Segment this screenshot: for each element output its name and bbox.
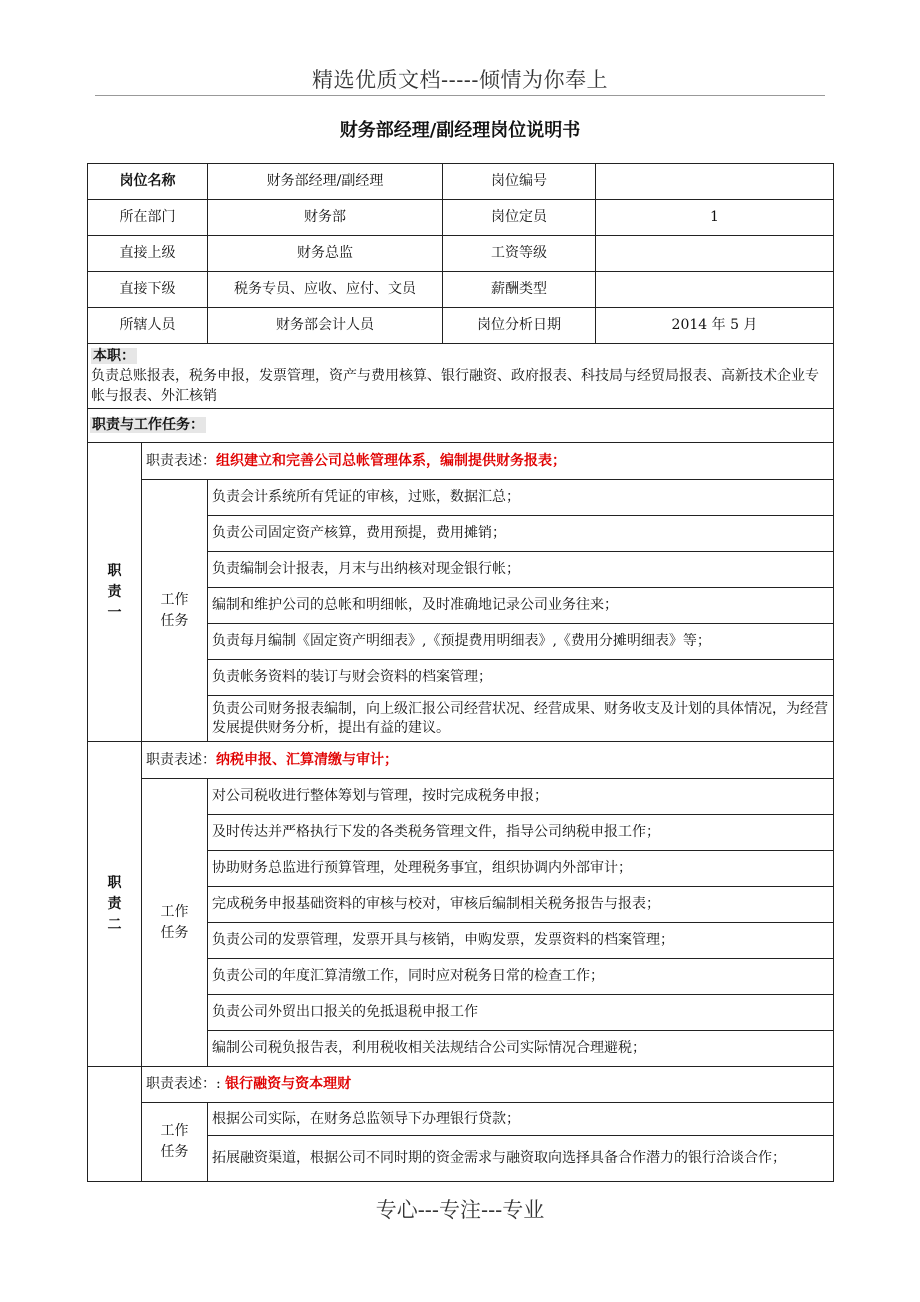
- duty3-label-cell: [88, 1067, 142, 1182]
- header-divider: [95, 95, 825, 96]
- duty1-desc: 组织建立和完善公司总帐管理体系，编制提供财务报表；: [216, 452, 566, 469]
- document-title: 财务部经理/副经理岗位说明书: [339, 120, 581, 141]
- duties-heading: 职责与工作任务：: [92, 417, 204, 433]
- task-label: 工作: [160, 591, 189, 608]
- info-row: [88, 200, 834, 236]
- duties-heading-row: [88, 409, 834, 443]
- duty1-task: 负责编制会计报表，月末与出纳核对现金银行帐；: [208, 552, 834, 588]
- info-row: [88, 272, 834, 308]
- task-row: [88, 779, 834, 815]
- duty2-label-char: 职: [107, 874, 122, 891]
- position-name-label: 岗位名称: [88, 164, 208, 200]
- task-label: 工作: [160, 1123, 189, 1139]
- info-row: [88, 164, 834, 200]
- duty1-label-char: 责: [107, 583, 122, 600]
- salary-grade-value: [596, 236, 834, 272]
- task-label: 任务: [160, 924, 189, 941]
- duty1-task: 负责会计系统所有凭证的审核，过账，数据汇总；: [208, 480, 834, 516]
- department-value: 财务部: [208, 200, 443, 236]
- duty2-task: 完成税务申报基础资料的审核与校对，审核后编制相关税务报告与报表；: [208, 887, 834, 923]
- duty2-task: 对公司税收进行整体筹划与管理，按时完成税务申报；: [208, 779, 834, 815]
- duty1-task: 负责公司固定资产核算，费用预提，费用摊销；: [208, 516, 834, 552]
- duty2-label-char: 二: [107, 916, 122, 933]
- duty1-label-cell: [88, 443, 142, 742]
- duty1-task: 负责公司财务报表编制，向上级汇报公司经营状况、经营成果、财务收支及计划的具体情况，为经营发展提供财务分析，提出有益的建议。: [208, 696, 834, 742]
- duty2-desc-prefix: 职责表述：: [146, 751, 216, 768]
- duty1-desc-row: [88, 443, 834, 480]
- duty2-task: 负责公司的年度汇算清缴工作，同时应对税务日常的检查工作；: [208, 959, 834, 995]
- direct-subordinate-value: 税务专员、应收、应付、文员: [208, 272, 443, 308]
- department-label: 所在部门: [88, 200, 208, 236]
- job-description-table: [87, 163, 834, 1182]
- duty2-task: 负责公司外贸出口报关的免抵退税申报工作: [208, 995, 834, 1031]
- duty2-task-label-cell: [142, 779, 208, 1067]
- duty2-task: 负责公司的发票管理，发票开具与核销，申购发票，发票资料的档案管理；: [208, 923, 834, 959]
- headcount-value: 1: [596, 200, 834, 236]
- duty2-task: 及时传达并严格执行下发的各类税务管理文件，指导公司纳税申报工作；: [208, 815, 834, 851]
- page-footer: 专心---专注---专业: [375, 1198, 545, 1222]
- duty2-task: 编制公司税负报告表，利用税收相关法规结合公司实际情况合理避税；: [208, 1031, 834, 1067]
- duty1-label-char: 职: [107, 562, 122, 579]
- position-name-value: 财务部经理/副经理: [208, 164, 443, 200]
- salary-grade-label: 工资等级: [443, 236, 596, 272]
- duty3-task-label-cell: [142, 1103, 208, 1182]
- duty1-task-label-cell: [142, 480, 208, 742]
- duty1-task: 负责帐务资料的装订与财会资料的档案管理；: [208, 660, 834, 696]
- position-number-value: [596, 164, 834, 200]
- duty2-label-char: 责: [107, 895, 122, 912]
- duty2-label-cell: [88, 742, 142, 1067]
- main-duty-cell: [88, 344, 834, 409]
- duty1-desc-prefix: 职责表述：: [146, 452, 216, 469]
- duty2-task: 协助财务总监进行预算管理，处理税务事宜，组织协调内外部审计；: [208, 851, 834, 887]
- position-number-label: 岗位编号: [443, 164, 596, 200]
- task-label: 任务: [160, 1144, 189, 1160]
- pay-type-label: 薪酬类型: [443, 272, 596, 308]
- duty3-task: 拓展融资渠道，根据公司不同时期的资金需求与融资取向选择具备合作潜力的银行洽谈合作；: [208, 1136, 834, 1182]
- duty1-task: 编制和维护公司的总帐和明细帐，及时准确地记录公司业务往来；: [208, 588, 834, 624]
- main-duty-text: 负责总账报表，税务申报，发票管理，资产与费用核算、银行融资、政府报表、科技局与经贸局报表、高新技术企业专帐与报表、外汇核销: [91, 368, 819, 404]
- info-row: [88, 236, 834, 272]
- analysis-date-value: 2014 年 5 月: [596, 308, 834, 344]
- staff-value: 财务部会计人员: [208, 308, 443, 344]
- direct-subordinate-label: 直接下级: [88, 272, 208, 308]
- duty3-desc: 银行融资与资本理财: [225, 1076, 352, 1092]
- task-label: 工作: [160, 903, 189, 920]
- duty2-desc-row: [88, 742, 834, 779]
- duty1-desc-cell: [142, 443, 834, 480]
- task-row: [88, 480, 834, 516]
- task-label: 任务: [160, 612, 189, 629]
- main-duty-label: 本职：: [93, 348, 135, 364]
- duty3-desc-row: [88, 1067, 834, 1103]
- page-header: 精选优质文档-----倾情为你奉上: [312, 68, 608, 92]
- info-row: [88, 308, 834, 344]
- headcount-label: 岗位定员: [443, 200, 596, 236]
- duty3-desc-prefix: 职责表述：:: [146, 1076, 226, 1092]
- staff-label: 所辖人员: [88, 308, 208, 344]
- duty2-desc: 纳税申报、汇算清缴与审计；: [216, 751, 398, 768]
- duty2-desc-cell: [142, 742, 834, 779]
- duty1-task: 负责每月编制《固定资产明细表》,《预提费用明细表》,《费用分摊明细表》等；: [208, 624, 834, 660]
- direct-superior-value: 财务总监: [208, 236, 443, 272]
- duty1-label-char: 一: [107, 604, 122, 621]
- duty3-desc-cell: [142, 1067, 834, 1103]
- duty3-task: 根据公司实际，在财务总监领导下办理银行贷款；: [208, 1103, 834, 1136]
- direct-superior-label: 直接上级: [88, 236, 208, 272]
- task-row: [88, 1103, 834, 1136]
- analysis-date-label: 岗位分析日期: [443, 308, 596, 344]
- main-duty-row: [88, 344, 834, 409]
- pay-type-value: [596, 272, 834, 308]
